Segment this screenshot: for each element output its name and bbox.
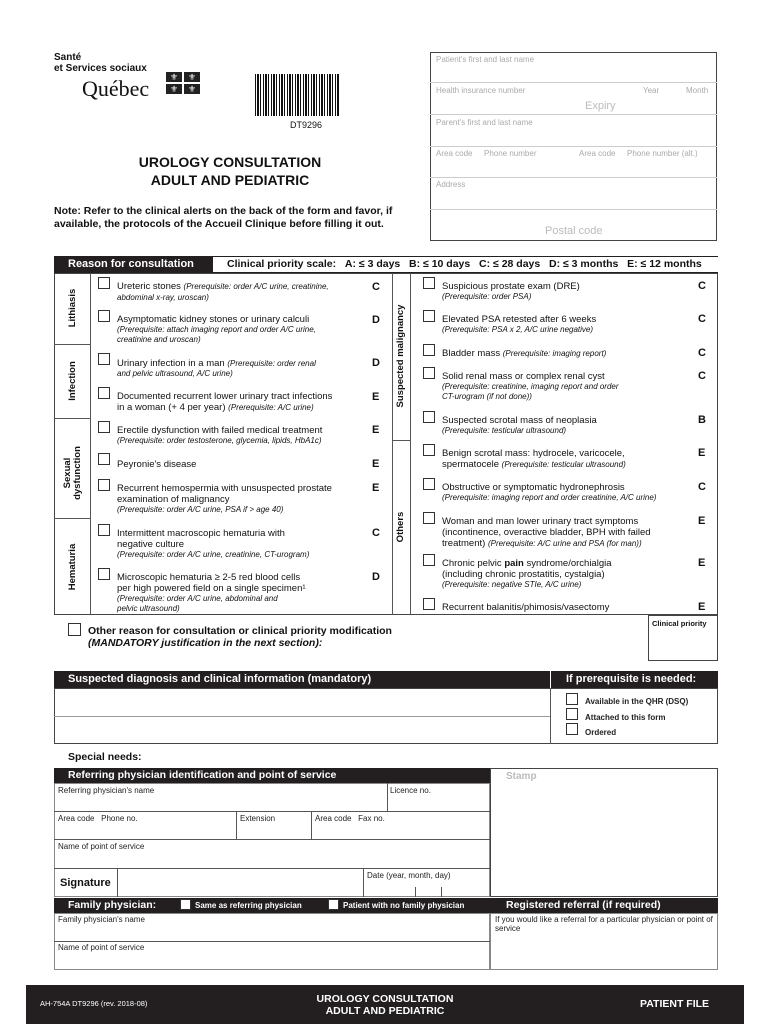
recurrent-uti-priority: E — [372, 391, 380, 403]
ureteric-stones-prereq: abdominal x-ray, uroscan) — [117, 293, 209, 302]
scrotal-neoplasia-priority: B — [698, 414, 706, 426]
urinary-infection-checkbox[interactable] — [98, 353, 110, 365]
licence-label: Licence no. — [390, 786, 431, 795]
recurrent-uti-label2: in a woman (+ 4 per year) (Prerequisite: A/C urine) — [117, 402, 314, 413]
macroscopic-hematuria-checkbox[interactable] — [98, 524, 110, 536]
microscopic-hematuria-label2: per high powered field on a single specimen¹ — [117, 583, 306, 594]
elevated-psa-prereq: (Prerequisite: PSA x 2, A/C urine negative) — [442, 325, 594, 334]
category-hematuria: Hematuria — [67, 543, 78, 591]
hydronephrosis-prereq: (Prerequisite: imaging report and order creatinine, A/C urine) — [442, 493, 657, 502]
ureteric-stones-priority: C — [372, 281, 380, 293]
hemospermia-priority: E — [372, 482, 380, 494]
same-as-referring-checkbox[interactable] — [180, 899, 191, 910]
family-header: Family physician: — [68, 899, 157, 911]
category-others: Others — [395, 511, 406, 543]
patient-file-label: PATIENT FILE — [640, 998, 710, 1010]
macroscopic-hematuria-priority: C — [372, 527, 380, 539]
signature-label: Signature — [54, 868, 118, 897]
pelvic-pain-checkbox[interactable] — [423, 554, 435, 566]
suspicious-prostate-prereq: (Prerequisite: order PSA) — [442, 292, 532, 301]
renal-mass-priority: C — [698, 370, 706, 382]
scrotal-neoplasia-checkbox[interactable] — [423, 411, 435, 423]
elevated-psa-checkbox[interactable] — [423, 310, 435, 322]
luts-label: Woman and man lower urinary tract symptoms — [442, 516, 639, 527]
special-needs-label: Special needs: — [68, 751, 142, 763]
pelvic-pain-priority: E — [698, 557, 706, 569]
microscopic-hematuria-prereq2: pelvic ultrasound) — [117, 604, 180, 613]
peyronie-checkbox[interactable] — [98, 453, 110, 465]
fax-label: Area code Fax no. — [315, 814, 385, 823]
point-of-service-label: Name of point of service — [58, 842, 145, 851]
quebec-wordmark: Québec — [82, 76, 150, 101]
scrotal-neoplasia-label: Suspected scrotal mass of neoplasia — [442, 415, 597, 426]
family-point-label: Name of point of service — [58, 943, 145, 952]
peyronie-label: Peyronie's disease — [117, 459, 197, 470]
elevated-psa-priority: C — [698, 313, 706, 325]
microscopic-hematuria-prereq: (Prerequisite: order A/C urine, abdominal and — [117, 594, 278, 603]
urinary-infection-priority: D — [372, 357, 380, 369]
ministry-name: Santé et Services sociaux — [54, 52, 147, 74]
recurrent-uti-checkbox[interactable] — [98, 387, 110, 399]
prereq-attached-label: Attached to this form — [585, 713, 666, 722]
kidney-stones-prereq2: creatinine and uroscan) — [117, 335, 201, 344]
hydronephrosis-checkbox[interactable] — [423, 478, 435, 490]
suspicious-prostate-priority: C — [698, 280, 706, 292]
hemospermia-prereq: (Prerequisite: order A/C urine, PSA if > age 40) — [117, 505, 284, 514]
macroscopic-hematuria-prereq: (Prerequisite: order A/C urine, creatinine, CT-urogram) — [117, 550, 310, 559]
luts-label2: (incontinence, overactive bladder, BPH with failed — [442, 527, 651, 538]
prereq-qhr-label: Available in the QHR (DSQ) — [585, 697, 689, 706]
balanitis-label: Recurrent balanitis/phimosis/vasectomy — [442, 602, 610, 613]
priority-scale: Clinical priority scale: A: ≤ 3 days B: ≤ 10 days C: ≤ 28 days D: ≤ 3 months E: ≤ 12 months — [227, 258, 702, 270]
kidney-stones-prereq: (Prerequisite: attach imaging report and order A/C urine, — [117, 325, 316, 334]
clinical-priority-label: Clinical priority — [652, 619, 707, 628]
pelvic-pain-prereq: (Prerequisite: negative STIe, A/C urine) — [442, 580, 582, 589]
renal-mass-prereq2: CT-urogram (if not done)) — [442, 392, 532, 401]
extension-label: Extension — [240, 814, 276, 823]
form-code: AH-754A DT9296 (rev. 2018-08) — [40, 999, 148, 1008]
prereq-qhr-checkbox[interactable] — [566, 693, 578, 705]
benign-scrotal-checkbox[interactable] — [423, 444, 435, 456]
postal-code-label: Postal code — [545, 225, 603, 237]
renal-mass-prereq: (Prerequisite: creatinine, imaging report and order — [442, 382, 619, 391]
ureteric-stones-checkbox[interactable] — [98, 277, 110, 289]
hydronephrosis-priority: C — [698, 481, 706, 493]
other-reason-label: Other reason for consultation or clinical priority modification (MANDATORY justification in the next section): — [88, 625, 392, 649]
renal-mass-checkbox[interactable] — [423, 367, 435, 379]
erectile-dysfunction-checkbox[interactable] — [98, 421, 110, 433]
other-reason-checkbox[interactable] — [68, 623, 81, 636]
bladder-mass-label: Bladder mass (Prerequisite: imaging report) — [442, 348, 607, 359]
referring-name-label: Referring physician's name — [58, 786, 155, 795]
patient-name-label: Patient's first and last name — [436, 55, 535, 64]
erectile-dysfunction-label: Erectile dysfunction with failed medical treatment — [117, 425, 323, 436]
microscopic-hematuria-checkbox[interactable] — [98, 568, 110, 580]
renal-mass-label: Solid renal mass or complex renal cyst — [442, 371, 605, 382]
phone-label: Phone number — [484, 149, 537, 158]
prereq-ordered-checkbox[interactable] — [566, 723, 578, 735]
microscopic-hematuria-label: Microscopic hematuria ≥ 2-5 red blood cells — [117, 572, 301, 583]
diagnosis-header: Suspected diagnosis and clinical information (mandatory) — [68, 673, 372, 685]
kidney-stones-priority: D — [372, 314, 380, 326]
barcode — [255, 74, 340, 116]
prereq-attached-checkbox[interactable] — [566, 708, 578, 720]
note: Note: Refer to the clinical alerts on the back of the form and favor, if available, the protocols of the Accueil Clinique before filling it out. — [54, 205, 393, 230]
peyronie-priority: E — [372, 458, 380, 470]
kidney-stones-label: Asymptomatic kidney stones or urinary calculi — [117, 314, 310, 325]
macroscopic-hematuria-label2: negative culture — [117, 539, 185, 550]
quebec-flag-icon: ⚜ ⚜ ⚜ ⚜ — [166, 72, 200, 94]
urinary-infection-label: Urinary infection in a man (Prerequisite: order renal — [117, 358, 316, 369]
recurrent-uti-label: Documented recurrent lower urinary tract infections — [117, 391, 333, 402]
erectile-dysfunction-priority: E — [372, 424, 380, 436]
category-infection: Infection — [67, 361, 78, 401]
form-title: UROLOGY CONSULTATION ADULT AND PEDIATRIC — [138, 154, 322, 188]
category-sexual-dysfunction: Sexual dysfunction — [62, 446, 83, 500]
referring-phone-label: Area code Phone no. — [58, 814, 138, 823]
hydronephrosis-label: Obstructive or symptomatic hydronephrosis — [442, 482, 625, 493]
month-label: Month — [686, 86, 709, 95]
registered-text: If you would like a referral for a particular physician or point of service — [495, 915, 713, 933]
reason-header: Reason for consultation — [68, 258, 194, 270]
suspicious-prostate-checkbox[interactable] — [423, 277, 435, 289]
family-name-label: Family physician's name — [58, 915, 145, 924]
balanitis-checkbox[interactable] — [423, 598, 435, 610]
no-family-physician-checkbox[interactable] — [328, 899, 339, 910]
same-as-referring-label: Same as referring physician — [195, 901, 302, 910]
urinary-infection-prereq: and pelvic ultrasound, A/C urine) — [117, 369, 233, 378]
registered-header: Registered referral (if required) — [506, 899, 661, 911]
barcode-label: DT9296 — [290, 120, 323, 130]
pelvic-pain-label2: (including chronic prostatitis, cystalgia) — [442, 569, 605, 580]
health-insurance-label: Health insurance number — [436, 86, 526, 95]
footer-title: UROLOGY CONSULTATION ADULT AND PEDIATRIC — [316, 993, 454, 1017]
benign-scrotal-label2: spermatocele (Prerequisite: testicular ultrasound) — [442, 459, 626, 470]
balanitis-priority: E — [698, 601, 706, 613]
luts-checkbox[interactable] — [423, 512, 435, 524]
area-code-label: Area code — [436, 149, 473, 158]
expiry-label: Expiry — [585, 100, 616, 112]
kidney-stones-checkbox[interactable] — [98, 310, 110, 322]
hemospermia-label2: examination of malignancy — [117, 494, 230, 505]
bladder-mass-checkbox[interactable] — [423, 344, 435, 356]
luts-label3: treatment) (Prerequisite: A/C urine and PSA (for man)) — [442, 538, 642, 549]
ureteric-stones-label: Ureteric stones (Prerequisite: order A/C urine, creatinine, — [117, 281, 329, 292]
hemospermia-checkbox[interactable] — [98, 479, 110, 491]
elevated-psa-label: Elevated PSA retested after 6 weeks — [442, 314, 597, 325]
address-label: Address — [436, 180, 466, 189]
erectile-dysfunction-prereq: (Prerequisite: order testosterone, glycemia, lipids, HbA1c) — [117, 436, 322, 445]
benign-scrotal-priority: E — [698, 447, 706, 459]
prerequisite-header: If prerequisite is needed: — [566, 673, 697, 685]
bladder-mass-priority: C — [698, 347, 706, 359]
category-suspected-malignancy: Suspected malignancy — [395, 304, 406, 408]
hemospermia-label: Recurrent hemospermia with unsuspected prostate — [117, 483, 332, 494]
parent-name-label: Parent's first and last name — [436, 118, 533, 127]
benign-scrotal-label: Benign scrotal mass: hydrocele, varicocele, — [442, 448, 625, 459]
suspicious-prostate-label: Suspicious prostate exam (DRE) — [442, 281, 580, 292]
pelvic-pain-label: Chronic pelvic pain syndrome/orchialgia — [442, 558, 612, 569]
no-family-physician-label: Patient with no family physician — [343, 901, 465, 910]
phone-alt-label: Phone number (alt.) — [627, 149, 698, 158]
prereq-ordered-label: Ordered — [585, 728, 617, 737]
date-label: Date (year, month, day) — [367, 871, 451, 880]
stamp-label: Stamp — [506, 771, 537, 782]
microscopic-hematuria-priority: D — [372, 571, 380, 583]
area-code-alt-label: Area code — [579, 149, 616, 158]
scrotal-neoplasia-prereq: (Prerequisite: testicular ultrasound) — [442, 426, 567, 435]
referring-header: Referring physician identification and point of service — [68, 769, 337, 781]
luts-priority: E — [698, 515, 706, 527]
category-lithiasis: Lithiasis — [67, 288, 78, 328]
year-label: Year — [643, 86, 660, 95]
macroscopic-hematuria-label: Intermittent macroscopic hematuria with — [117, 528, 285, 539]
stamp-box[interactable] — [490, 768, 718, 897]
